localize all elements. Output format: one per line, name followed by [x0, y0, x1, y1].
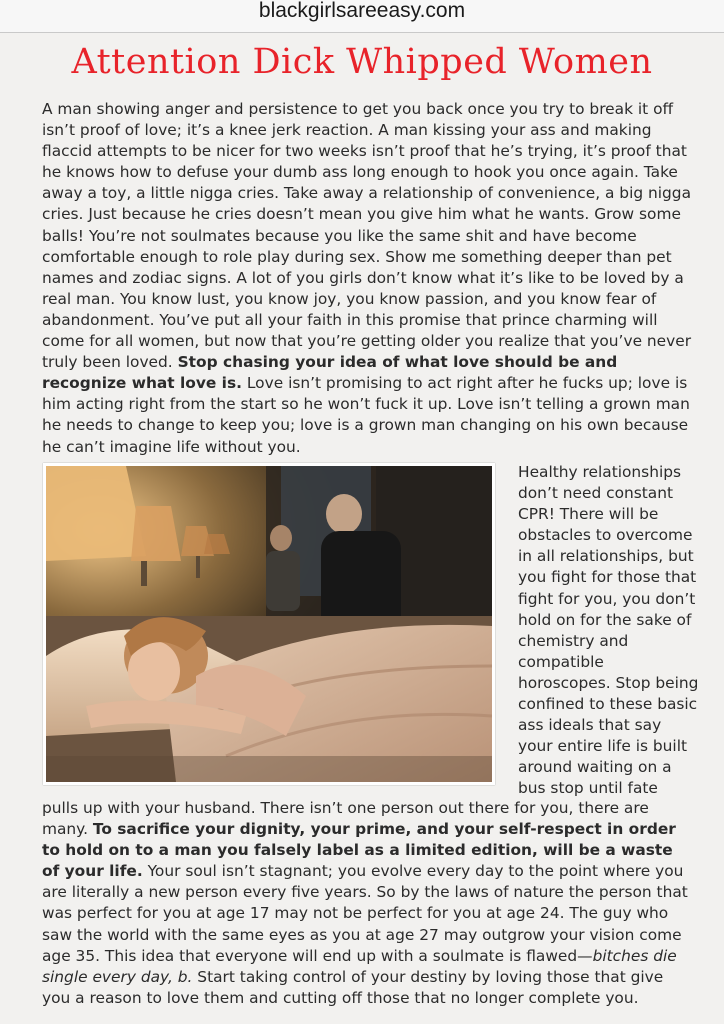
article-paragraph-1 — [42, 99, 692, 458]
article-title: Attention Dick Whipped Women — [71, 42, 653, 82]
paragraph-1-rest: Love isn’t promising to act right after he fucks up; love is him acting right from the start so he won’t fuck it up. Love isn’t telling a grown man he needs to change to keep you; love is a grown man changing on his own because he can’t imagine life without you. — [42, 374, 690, 456]
paragraph-1-bold: Stop chasing your idea of what love should be and recognize what love is. — [42, 353, 618, 393]
paragraph-2-bold: To sacrifice your dignity, your prime, and your self-respect in order to hold on to a man you falsely label as a limited edition, will be a waste of your life. — [42, 820, 676, 881]
sidebar-text: Healthy relationships don’t need constant CPR! There will be obstacles to overcome in all relationships, but you fight for those that fight for you, you don’t hold on for the sake of chemistry and compatible horoscopes. Stop being confined to these basic ass ideals that say your entire life is built around waiting on a bus stop until fate — [518, 463, 699, 798]
paragraph-2-italic: bitches die single every day, b. — [42, 946, 677, 986]
paragraph-1-text: A man showing anger and persistence to get you back once you try to break it off isn’t proof of love; it’s a knee jerk reaction. A man kissing your ass and making flaccid attempts to be nicer for two weeks isn’t proof that he’s trying, it’s proof that he knows how to defuse your dumb ass long enough to hook you once again. Take away a toy, a little nigga cries. Take away a relationship of convenience, a big nigga cries. Just because he cries doesn’t mean you give him what he wants. Grow some balls! You’re not soulmates because you like the same shit and have become comfortable enough to role play during sex. Show me something deeper than pet names and zodiac signs. A lot of you girls don’t know what it’s like to be loved by a real man. You know lust, you know joy, you know passion, and you know fear of abandonment. You’ve put all your faith in this promise that prince charming will come for all women, but now that you’re getting older you realize that you’ve never truly been loved. — [42, 100, 692, 372]
paragraph-2-middle: Your soul isn’t stagnant; you evolve every day to the point where you are literally a new person every five years. So by the laws of nature the person that was perfect for you at age 17 may not be perfect for you at age 24. The guy who saw the world with the same eyes as you at age 27 may outgrow your vision come age 35. This idea that everyone will end up with a soulmate is flawed— — [42, 862, 688, 965]
page-url[interactable]: blackgirlsareeasy.com — [258, 0, 466, 22]
paragraph-2-start: pulls up with your husband. There isn’t one person out there for you, there are many. — [42, 799, 649, 839]
bedroom-scene-image — [46, 466, 492, 782]
article-photo — [43, 463, 495, 785]
browser-url-bar[interactable] — [0, 0, 724, 33]
article-paragraph-2 — [42, 798, 694, 1009]
paragraph-2-end: Start taking control of your destiny by loving those that give you a reason to love them and cutting off those that no longer complete you. — [42, 967, 664, 1007]
